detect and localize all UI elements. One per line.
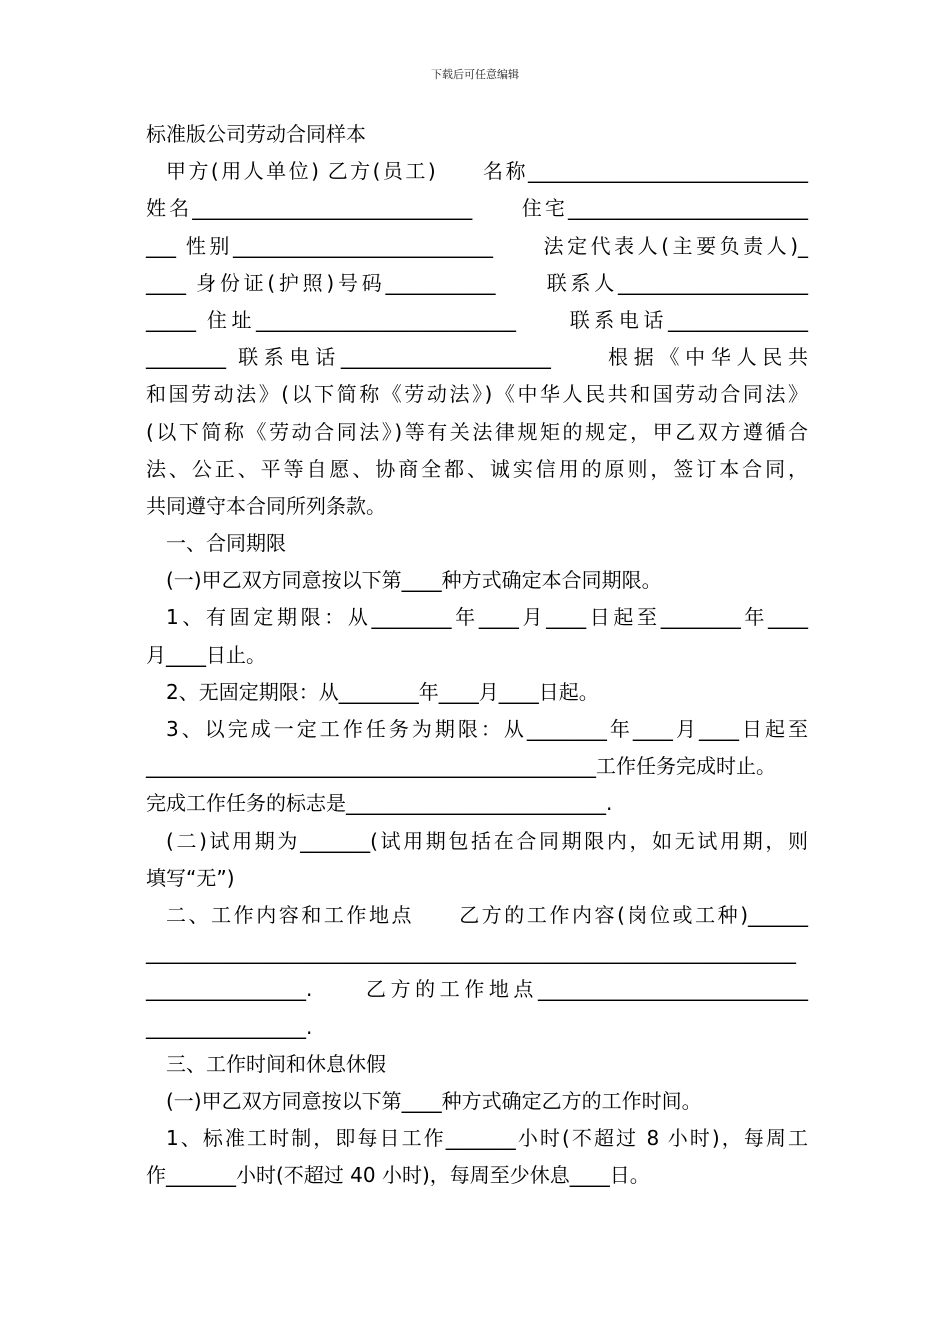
clause-line: (一)甲乙双方同意按以下第____种方式确定本合同期限。 [166,568,662,593]
clause-line: _________________________________________________________________ [146,940,796,965]
clause-line: 2、无固定期限：从________年____月____日起。 [166,679,599,704]
document-body [146,116,808,1194]
clause-line: 1、标准工时制，即每日工作_______小时(不超过 8 小时)，每周工 [166,1126,808,1151]
clause-line: ________________. [146,1014,313,1039]
clause-line: (一)甲乙双方同意按以下第____种方式确定乙方的工作时间。 [166,1088,702,1113]
clause-line: ________________. 乙方的工作地点___________________________ [146,977,808,1002]
clause-line: 作_______小时(不超过 40 小时)，每周至少休息____日。 [146,1163,650,1188]
paragraph-line: 法、公正、平等自愿、协商全都、诚实信用的原则，签订本合同， [146,456,808,481]
party-info-line: ____ 身份证(护照)号码___________ 联系人___________________ [146,270,808,295]
party-info-line: ________ 联系电话_____________________ 根据《中华人民共 [146,345,808,370]
clause-line: 1、有固定期限：从________年____月____日起至________年____ [166,605,808,630]
document-title: 标准版公司劳动合同样本 [146,122,366,146]
clause-line: _____________________________________________工作任务完成时止。 [146,754,776,779]
paragraph-line: 和国劳动法》(以下简称《劳动法》)《中华人民共和国劳动合同法》 [146,382,808,407]
clause-line: 填写“无”) [146,865,235,890]
party-info-line: 姓名____________________________ 住宅________________________ [146,196,808,221]
party-info-line: ___ 性别__________________________ 法定代表人(主要负责人)_ [146,233,808,258]
party-info-line: 甲方(用人单位) 乙方(员工) 名称____________________________ [166,159,808,184]
clause-line: 完成工作任务的标志是__________________________. [146,791,613,816]
party-info-line: _____ 住址__________________________ 联系电话______________ [146,307,808,332]
clause-line: 3、以完成一定工作任务为期限：从________年____月____日起至 [166,717,808,741]
section-heading: 二、工作内容和工作地点 乙方的工作内容(岗位或工种)______ [166,902,808,927]
paragraph-line: 共同遵守本合同所列条款。 [146,493,386,518]
clause-line: 月____日止。 [146,642,266,667]
section-heading: 三、工作时间和休息休假 [166,1051,386,1076]
page-header-note: 下载后可任意编辑 [431,68,519,81]
section-heading: 一、合同期限 [166,531,286,556]
paragraph-line: (以下简称《劳动合同法》)等有关法律规矩的规定，甲乙双方遵循合 [146,419,808,444]
clause-line: (二)试用期为_______(试用期包括在合同期限内，如无试用期，则 [166,828,808,853]
